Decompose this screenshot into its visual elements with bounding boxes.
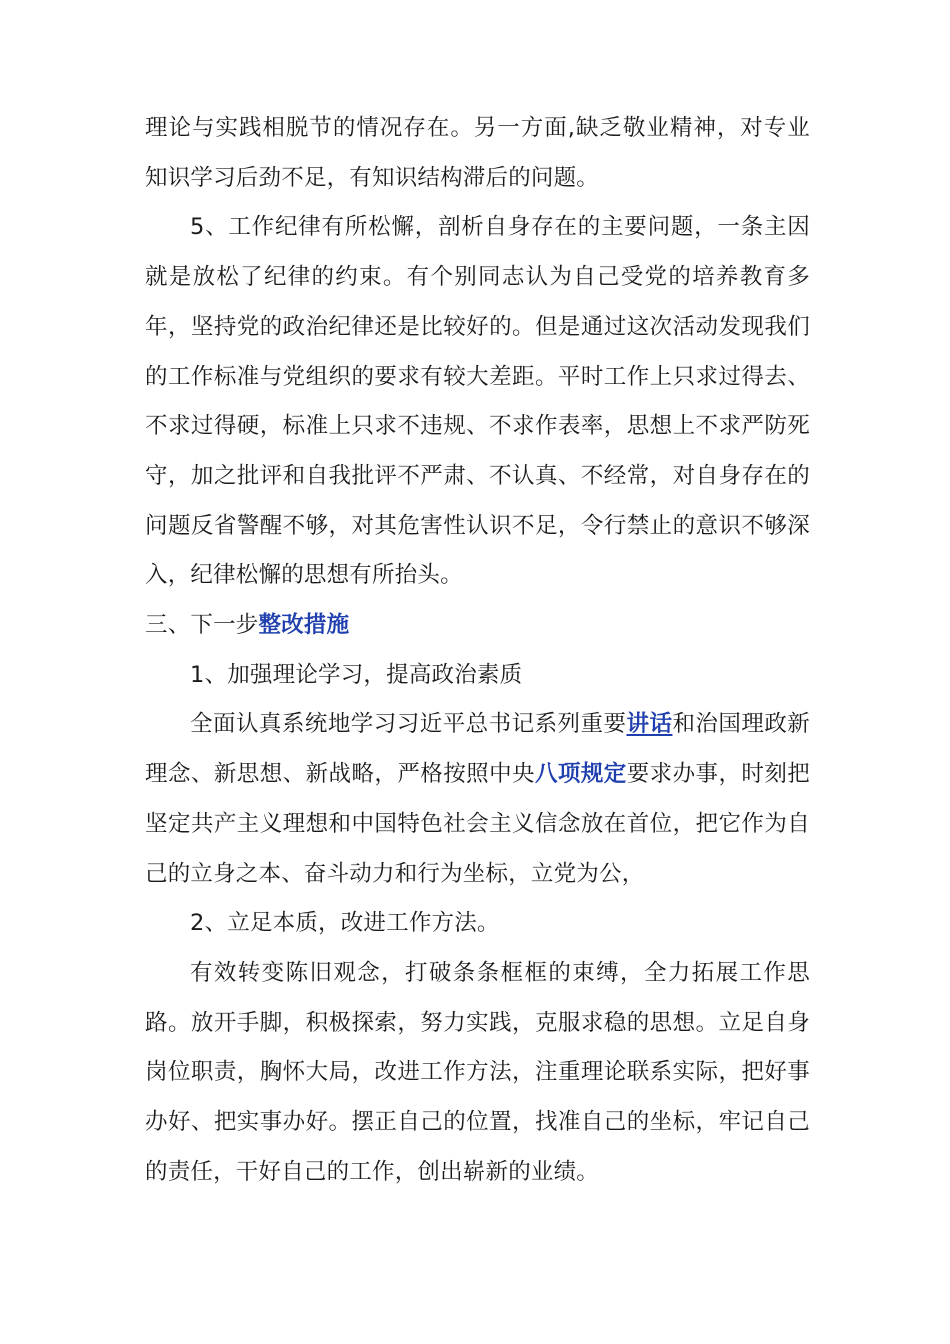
section-heading-next-steps	[145, 601, 810, 651]
paragraph-theory-study-part-b: 和治国理政新理念、新思想、新战略，严格按照中央	[145, 711, 810, 788]
speech-link[interactable]: 讲话	[626, 711, 673, 738]
paragraph-work-methods: 有效转变陈旧观念，打破条条框框的束缚，全力拓展工作思路。放开手脚，积极探索，努力实践，克服求稳的思想。立足自身岗位职责，胸怀大局，改进工作方法，注重理论联系实际，把好事办好、把实事办好。摆正自己的位置，找准自己的坐标，牢记自己的责任，干好自己的工作，创出崭新的业绩。	[145, 959, 810, 1185]
eight-provisions-link[interactable]: 八项规定	[534, 761, 627, 788]
item-1-title: 1、加强理论学习，提高政治素质	[190, 661, 523, 688]
paragraph-theory-study	[145, 700, 810, 899]
rectification-measures-link[interactable]: 整改措施	[258, 612, 350, 639]
paragraph-theory-study-part-a: 全面认真系统地学习习近平总书记系列重要	[190, 711, 627, 738]
paragraph-continuation: 理论与实践相脱节的情况存在。另一方面,缺乏敬业精神，对专业知识学习后劲不足，有知识结构滞后的问题。	[145, 115, 810, 191]
document-body	[145, 104, 810, 1197]
paragraph-theory-study-part-c: 要求办事，时刻把坚定共产主义理想和中国特色社会主义信念放在首位，把它作为自己的立身之本、奋斗动力和行为坐标，立党为公，	[145, 761, 810, 887]
section-heading-prefix: 三、下一步	[145, 612, 259, 639]
item-2-title: 2、立足本质，改进工作方法。	[190, 910, 500, 937]
paragraph-discipline: 5、工作纪律有所松懈，剖析自身存在的主要问题，一条主因就是放松了纪律的约束。有个别同志认为自己受党的培养教育多年，坚持党的政治纪律还是比较好的。但是通过这次活动发现我们的工作标准与党组织的要求有较大差距。平时工作上只求过得去、不求过得硬，标准上只求不违规、不求作表率，思想上不求严防死守，加之批评和自我批评不严肃、不认真、不经常，对自身存在的问题反省警醒不够，对其危害性认识不足，令行禁止的意识不够深入，纪律松懈的思想有所抬头。	[145, 214, 810, 589]
